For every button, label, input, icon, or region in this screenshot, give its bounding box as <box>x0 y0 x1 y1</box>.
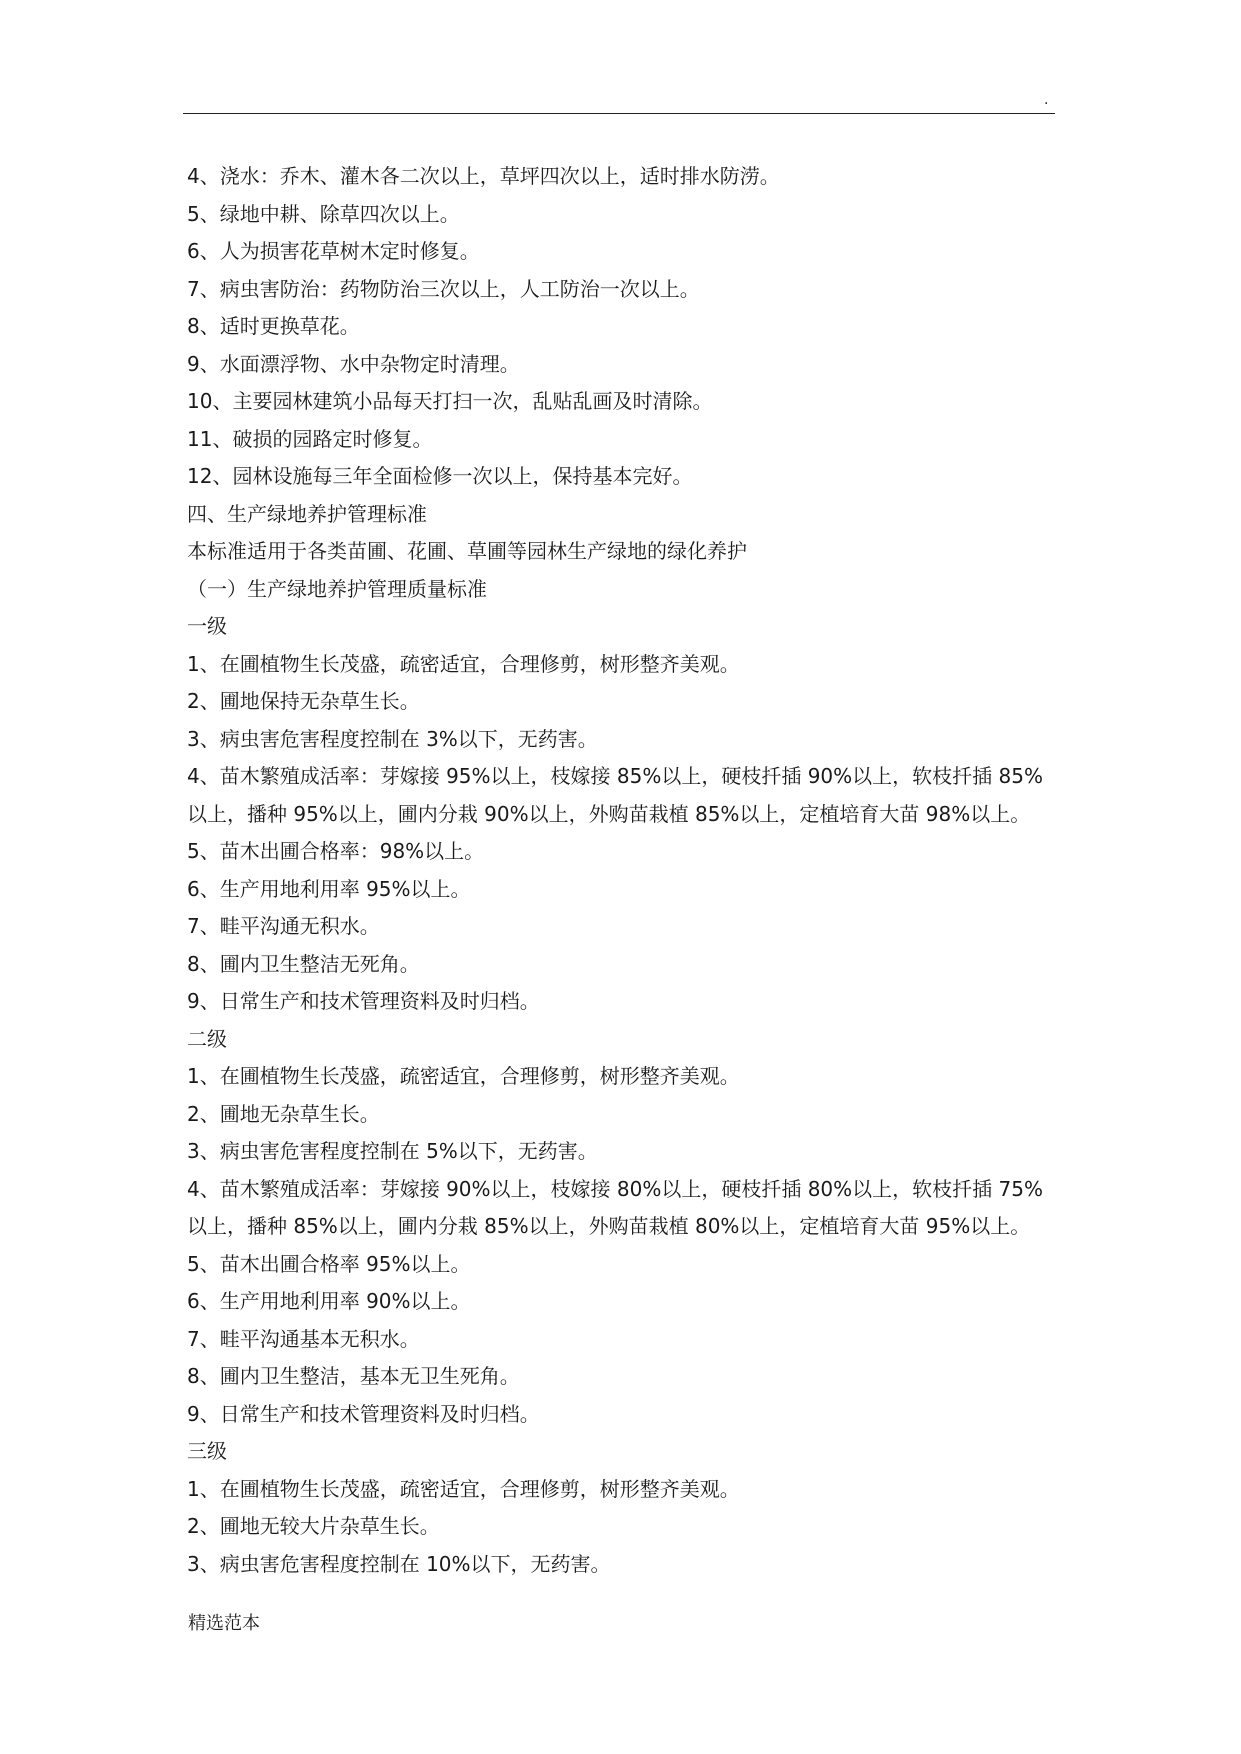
text-line: 9、水面漂浮物、水中杂物定时清理。 <box>187 351 520 376</box>
text-line: 4、苗木繁殖成活率：芽嫁接 95%以上，枝嫁接 85%以上，硬枝扦插 90%以上，软枝扦插 85% <box>187 764 1043 788</box>
level-heading: 一级 <box>187 614 227 638</box>
text-line: 3、病虫害危害程度控制在 3%以下，无药害。 <box>187 726 598 751</box>
text-line: 2、圃地无杂草生长。 <box>187 1101 380 1126</box>
level-heading: 二级 <box>187 1026 227 1051</box>
text-line: 9、日常生产和技术管理资料及时归档。 <box>187 1401 540 1426</box>
document-body <box>187 158 1057 1583</box>
text-line: 8、适时更换草花。 <box>187 314 360 338</box>
text-line: 2、圃地无较大片杂草生长。 <box>187 1514 440 1538</box>
text-line: 10、主要园林建筑小品每天打扫一次，乱贴乱画及时清除。 <box>187 389 713 413</box>
text-line: 2、圃地保持无杂草生长。 <box>187 689 420 713</box>
text-line: 3、病虫害危害程度控制在 10%以下，无药害。 <box>187 1551 611 1576</box>
text-line: 8、圃内卫生整洁无死角。 <box>187 951 420 976</box>
text-line: 1、在圃植物生长茂盛，疏密适宜，合理修剪，树形整齐美观。 <box>187 1476 740 1501</box>
text-line: 7、病虫害防治：药物防治三次以上，人工防治一次以上。 <box>187 276 700 301</box>
text-line: 本标准适用于各类苗圃、花圃、草圃等园林生产绿地的绿化养护 <box>187 539 747 563</box>
text-line: 1、在圃植物生长茂盛，疏密适宜，合理修剪，树形整齐美观。 <box>187 1064 740 1088</box>
text-line: 以上，播种 85%以上，圃内分栽 85%以上，外购苗栽植 80%以上，定植培育大苗 95%以上。 <box>187 1214 1031 1238</box>
text-line: 11、破损的园路定时修复。 <box>187 426 433 451</box>
text-line: 3、病虫害危害程度控制在 5%以下，无药害。 <box>187 1139 598 1163</box>
text-line: 1、在圃植物生长茂盛，疏密适宜，合理修剪，树形整齐美观。 <box>187 651 740 676</box>
text-line: 4、浇水：乔木、灌木各二次以上，草坪四次以上，适时排水防涝。 <box>187 164 780 188</box>
text-line: 4、苗木繁殖成活率：芽嫁接 90%以上，枝嫁接 80%以上，硬枝扦插 80%以上，软枝扦插 75% <box>187 1176 1043 1201</box>
section-heading: 四、生产绿地养护管理标准 <box>187 501 427 526</box>
text-line: 5、苗木出圃合格率 95%以上。 <box>187 1251 471 1276</box>
level-heading: 三级 <box>187 1439 227 1463</box>
header-mark: . <box>1044 92 1049 108</box>
text-line: 8、圃内卫生整洁，基本无卫生死角。 <box>187 1364 520 1388</box>
text-line: 6、人为损害花草树木定时修复。 <box>187 239 480 263</box>
text-line: 12、园林设施每三年全面检修一次以上，保持基本完好。 <box>187 464 693 488</box>
subsection-heading: （一）生产绿地养护管理质量标准 <box>187 576 487 601</box>
footer-text: 精选范本 <box>188 1613 260 1634</box>
text-line: 9、日常生产和技术管理资料及时归档。 <box>187 989 540 1013</box>
text-line: 6、生产用地利用率 95%以上。 <box>187 876 471 901</box>
text-line: 7、畦平沟通无积水。 <box>187 914 380 938</box>
header-rule <box>183 113 1055 114</box>
text-line: 7、畦平沟通基本无积水。 <box>187 1326 420 1351</box>
text-line: 5、苗木出圃合格率：98%以上。 <box>187 839 485 863</box>
text-line: 6、生产用地利用率 90%以上。 <box>187 1289 471 1313</box>
text-line: 5、绿地中耕、除草四次以上。 <box>187 201 460 226</box>
text-line: 以上，播种 95%以上，圃内分栽 90%以上，外购苗栽植 85%以上，定植培育大苗 98%以上。 <box>187 801 1031 826</box>
